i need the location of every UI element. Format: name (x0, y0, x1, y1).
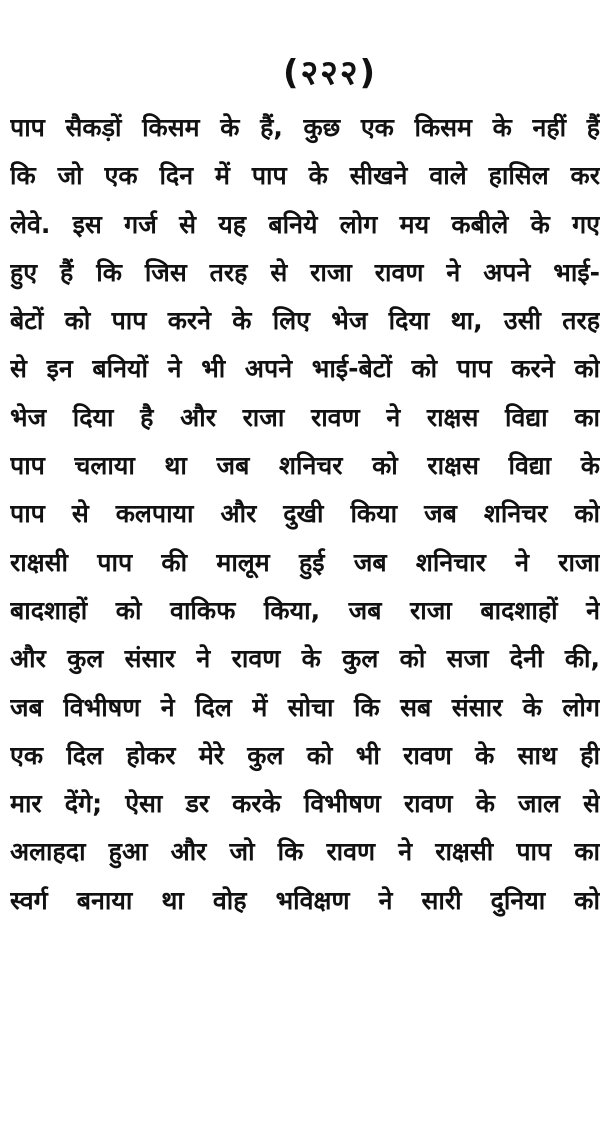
text-line: कि जो एक दिन में पाप के सीखने वाले हासिल कर (10, 161, 600, 191)
text-line: मार देंगे; ऐसा डर करके विभीषण रावण के जाल से (10, 789, 600, 819)
text-line: राक्षसी पाप की मालूम हुई जब शनिचार ने राजा (10, 547, 600, 577)
text-line: पाप चलाया था जब शनिचर को राक्षस विद्या के (10, 451, 600, 481)
text-line: से इन बनियों ने भी अपने भाई-बेटों को पाप करने को (10, 354, 600, 384)
text-line: एक दिल होकर मेरे कुल को भी रावण के साथ ही (10, 740, 600, 770)
text-line: जब विभीषण ने दिल में सोचा कि सब संसार के लोग (10, 692, 600, 722)
text-line: बेटों को पाप करने के लिए भेज दिया था, उसी तरह (10, 306, 600, 336)
text-line: पाप सैकड़ों किसम के हैं, कुछ एक किसम के नहीं हैं (10, 113, 600, 142)
text-line: और कुल संसार ने रावण के कुल को सजा देनी की, (10, 644, 600, 674)
page-number: (२२२) (282, 53, 378, 93)
text-line: पाप से कलपाया और दुखी किया जब शनिचर को (10, 499, 600, 529)
text-line: बादशाहों को वाकिफ किया, जब राजा बादशाहों ने (10, 595, 600, 625)
text-line: हुए हैं कि जिस तरह से राजा रावण ने अपने भाई- (10, 257, 600, 287)
text-line: स्वर्ग बनाया था वोह भविक्षण ने सारी दुनिया को (10, 885, 600, 915)
text-line: अलाहदा हुआ और जो कि रावण ने राक्षसी पाप का (10, 837, 600, 867)
body-text (10, 104, 600, 925)
text-line: भेज दिया है और राजा रावण ने राक्षस विद्या का (10, 402, 600, 432)
text-line: लेवे. इस गर्ज से यह बनिये लोग मय कबीले के गए (10, 209, 600, 239)
